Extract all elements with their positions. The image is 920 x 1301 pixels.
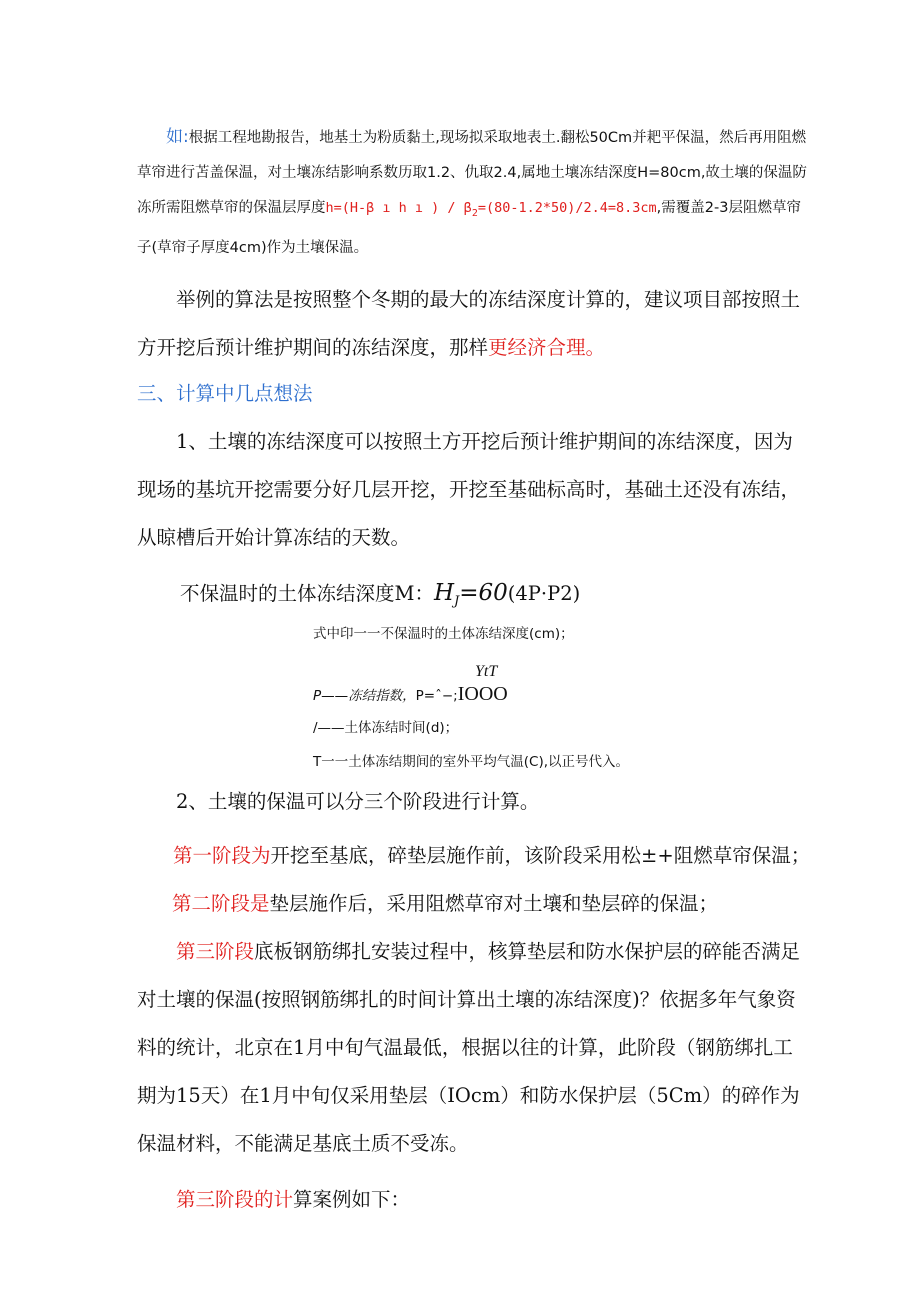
section-heading: 三、计算中几点想法	[137, 382, 313, 405]
example-formula-a: h=(H-β ı h ı ) / β	[325, 200, 472, 216]
stage-1-text: 开挖至基底，碎垫层施作前，该阶段采用松±+阻燃草帘保温；	[270, 844, 811, 867]
case-text: 算案例如下：	[293, 1188, 411, 1211]
stage-2-paragraph	[172, 880, 832, 928]
case-paragraph	[137, 1176, 809, 1224]
note-line-2-c: IOOO	[457, 683, 508, 705]
note-line-4: T一一土体冻结期间的室外平均气温(C),以正号代入。	[313, 754, 629, 770]
algorithm-highlight: 更经济合理。	[488, 336, 606, 359]
example-paragraph	[137, 120, 809, 266]
stage-3-paragraph	[137, 928, 809, 1168]
note-line-2	[313, 682, 508, 708]
stage-1-paragraph	[173, 832, 833, 880]
example-formula-sub: 2	[471, 207, 478, 219]
stage-1-label: 第一阶段为	[173, 844, 271, 867]
formula-rhs: (4P·P2)	[507, 582, 581, 605]
algorithm-paragraph	[137, 276, 809, 372]
example-text-2: ,需覆盖2-3层阻燃草帘子(草帘子厚度4cm)作为土壤保温。	[137, 200, 801, 256]
stage-3-text: 底板钢筋绑扎安装过程中，核算垫层和防水保护层的碎能否满足对土壤的保温(按照钢筋绑扎的时间计算出土壤的冻结深度)？依据多年气象资料的统计，北京在1月中旬气温最低，根据以往的计算，此阶段（钢筋绑扎工期为15天）在1月中旬仅采用垫层（IOcm）和防水保护层（5Cm）的碎作为保温材料，不能满足基底土质不受冻。	[137, 940, 801, 1155]
algorithm-text: 举例的算法是按照整个冬期的最大的冻结深度计算的，建议项目部按照土方开挖后预计维护期间的冻结深度，那样	[137, 288, 801, 359]
stage-2-text: 垫层施作后，采用阻燃草帘对土壤和垫层碎的保温；	[269, 892, 719, 915]
case-label: 第三阶段的计	[176, 1188, 294, 1211]
note-fraction-top: YtT	[475, 663, 498, 680]
note-line-3: /——土体冻结时间(d)；	[313, 720, 459, 736]
frost-depth-formula	[180, 578, 580, 609]
example-prefix: 如:	[166, 127, 189, 147]
formula-lhs-sub: J	[454, 593, 460, 609]
note-line-1: 式中印一一不保温时的土体冻结深度(cm)；	[313, 626, 574, 642]
stage-3-label: 第三阶段	[176, 940, 255, 963]
example-formula-b: =(80-1.2*50)/2.4=8.3cm	[477, 200, 657, 216]
example-text-1: 根据工程地勘报告，地基土为粉质黏土,现场拟采取地表土.翻松50Cm并耙平保温，然后再用阻燃草帘进行苫盖保温，对土壤冻结影响系数历取1.2、仇取2.4,属地土壤冻结深度H=80cm,故土壤的保温防冻所需阻燃草帘的保温层厚度	[137, 130, 807, 216]
formula-label: 不保温时的土体冻结深度M：	[180, 582, 434, 605]
formula-eq: =60	[459, 580, 508, 606]
point-2-paragraph: 2、土壤的保温可以分三个阶段进行计算。	[176, 790, 540, 813]
point-1-paragraph: 1、土壤的冻结深度可以按照土方开挖后预计维护期间的冻结深度，因为现场的基坑开挖需要分好几层开挖，开挖至基础标高时，基础土还没有冻结，从晾槽后开始计算冻结的天数。	[137, 430, 801, 549]
stage-2-label: 第二阶段是	[172, 892, 270, 915]
formula-lhs: H	[433, 580, 455, 606]
note-line-2-a: P——冻结指数，	[313, 688, 416, 704]
note-line-2-b: P=ˆ−;	[415, 688, 458, 704]
